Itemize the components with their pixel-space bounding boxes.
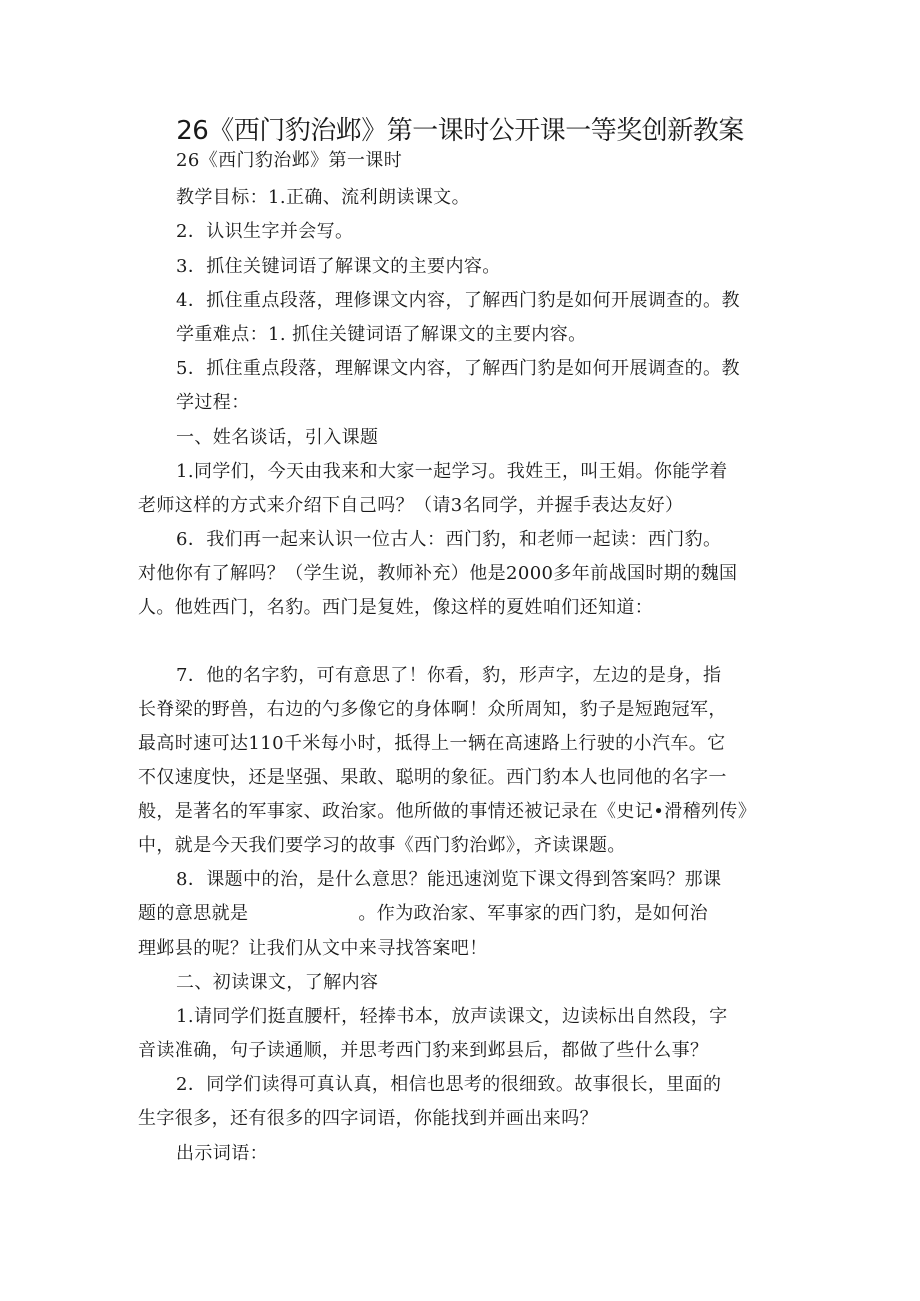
- paragraph-line: 中，就是今天我们要学习的故事《西门豹治邺》，齐读课题。: [138, 835, 626, 856]
- paragraph-line: 人。他姓西门，名豹。西门是复姓，像这样的夏姓咱们还知道：: [138, 597, 654, 618]
- paragraph-line: 出示词语：: [176, 1143, 268, 1164]
- paragraph-line: 不仅速度快，还是坚强、果敢、聪明的象征。西门豹本人也同他的名字一: [138, 767, 727, 788]
- document-title: 26《西门豹治邺》第一课时公开课一等奖创新教案: [176, 116, 744, 146]
- paragraph-line: 8．课题中的治，是什么意思？能迅速浏览下课文得到答案吗？那课: [176, 869, 722, 890]
- objective-item: 3．抓住关键词语了解课文的主要内容。: [176, 256, 501, 277]
- paragraph-line: 6．我们再一起来认识一位古人：西门豹，和老师一起读：西门豹。: [176, 529, 722, 550]
- objective-line: 教学目标：1.正确、流利朗读课文。: [176, 187, 470, 208]
- paragraph-line: 音读准确，句子读通顺，并思考西门豹来到邺县后，都做了些什么事？: [138, 1040, 709, 1061]
- section-heading: 二、初读课文，了解内容: [176, 972, 379, 993]
- paragraph-line: 7．他的名字豹，可有意思了！你看，豹，形声字，左边的是身，指: [176, 665, 722, 686]
- paragraph-line: 学重难点：1. 抓住关键词语了解课文的主要内容。: [176, 324, 587, 345]
- paragraph-line: 长脊梁的野兽，右边的勺多像它的身体啊！众所周知，豹子是短跑冠军，: [138, 699, 727, 720]
- objective-item: 4．抓住重点段落，理修课文内容，了解西门豹是如何开展调查的。教: [176, 290, 740, 311]
- paragraph-line: 5．抓住重点段落，理解课文内容，了解西门豹是如何开展调查的。教: [176, 358, 740, 379]
- paragraph-line: 生字很多，还有很多的四字词语，你能找到并画出来吗？: [138, 1108, 598, 1129]
- paragraph-line: 般，是著名的军事家、政治家。他所做的事情还被记录在《史记•滑稽列传》: [138, 801, 757, 822]
- fill-blank-suffix: 。作为政治家、军事家的西门豹，是如何治: [358, 903, 709, 924]
- objective-item: 2．认识生字并会写。: [176, 221, 354, 242]
- paragraph-line: 1.请同学们挺直腰杆，轻捧书本，放声读课文，边读标出自然段，字: [176, 1006, 728, 1027]
- subtitle-line: 26《西门豹治邺》第一课时: [176, 150, 403, 171]
- paragraph-line: 理邺县的呢？让我们从文中来寻找答案吧！: [138, 938, 488, 959]
- paragraph-line: 1.同学们，今天由我来和大家一起学习。我姓王，叫王娟。你能学着: [176, 461, 728, 482]
- paragraph-line: 最高时速可达110千米每小时，抵得上一辆在高速路上行驶的小汽车。它: [138, 733, 726, 754]
- paragraph-line: 学过程：: [176, 392, 250, 413]
- section-heading: 一、姓名谈话，引入课题: [176, 427, 379, 448]
- paragraph-line: 2．同学们读得可真认真，相信也思考的很细致。故事很长，里面的: [176, 1074, 722, 1095]
- paragraph-line: [138, 905, 708, 923]
- paragraph-line: 对他你有了解吗？（学生说，教师补充）他是2000多年前战国时期的魏国: [138, 563, 738, 584]
- paragraph-line: 老师这样的方式来介绍下自己吗？（请3名同学，并握手表达友好）: [138, 495, 684, 516]
- fill-blank-prefix: 题的意思就是: [138, 903, 249, 924]
